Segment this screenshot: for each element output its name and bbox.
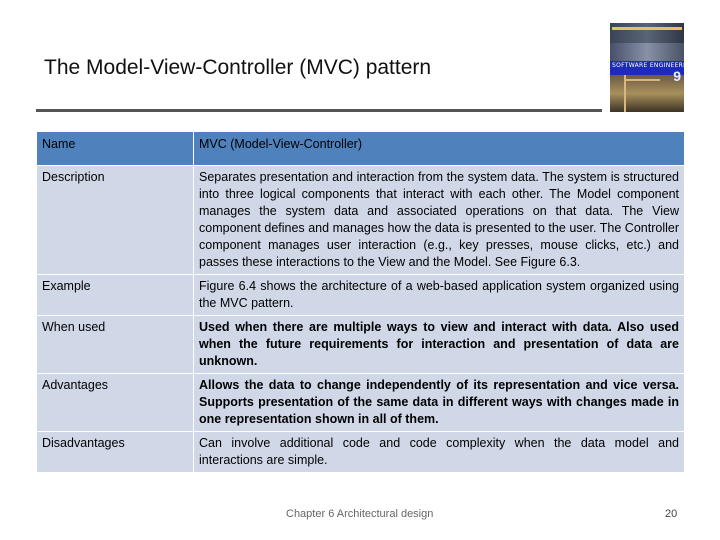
table-header-row <box>37 132 685 166</box>
row-label: Description <box>37 166 194 275</box>
row-label: Disadvantages <box>37 432 194 473</box>
row-label: When used <box>37 316 194 374</box>
table-row-example <box>37 275 685 316</box>
header-label: Name <box>37 132 194 166</box>
table-row-advantages <box>37 374 685 432</box>
row-value: Can involve additional code and code complexity when the data model and interactions are simple. <box>194 432 685 473</box>
book-cover-image <box>610 23 695 112</box>
row-label: Example <box>37 275 194 316</box>
row-value: Separates presentation and interaction from the system data. The system is structured into three logical components that interact with each other. The Model component manages the system data and associated operations on that data. The View component defines and manages how the data is presented to the user. The Controller component manages user interaction (e.g., key presses, mouse clicks, etc.) and passes these interactions to the View and the Model. See Figure 6.3. <box>194 166 685 275</box>
title-underline <box>36 109 602 112</box>
slide-title: The Model-View-Controller (MVC) pattern <box>44 56 432 79</box>
header-value: MVC (Model-View-Controller) <box>194 132 685 166</box>
table-row-description <box>37 166 685 275</box>
footer-page-number: 20 <box>665 508 678 520</box>
table-row-disadvantages <box>37 432 685 473</box>
footer-chapter: Chapter 6 Architectural design <box>286 508 434 520</box>
cover-title: SOFTWARE ENGINEERING <box>612 62 695 69</box>
row-value: Allows the data to change independently of its representation and vice versa. Supports presentation of the same data in different ways with changes made in one representation shown in all of them. <box>194 374 685 432</box>
cover-edition: 9 <box>673 68 681 84</box>
row-label: Advantages <box>37 374 194 432</box>
row-value: Figure 6.4 shows the architecture of a web-based application system organized using the MVC pattern. <box>194 275 685 316</box>
row-value: Used when there are multiple ways to view and interact with data. Also used when the future requirements for interaction and presentation of data are unknown. <box>194 316 685 374</box>
mvc-pattern-table <box>36 131 685 473</box>
table-row-when-used <box>37 316 685 374</box>
